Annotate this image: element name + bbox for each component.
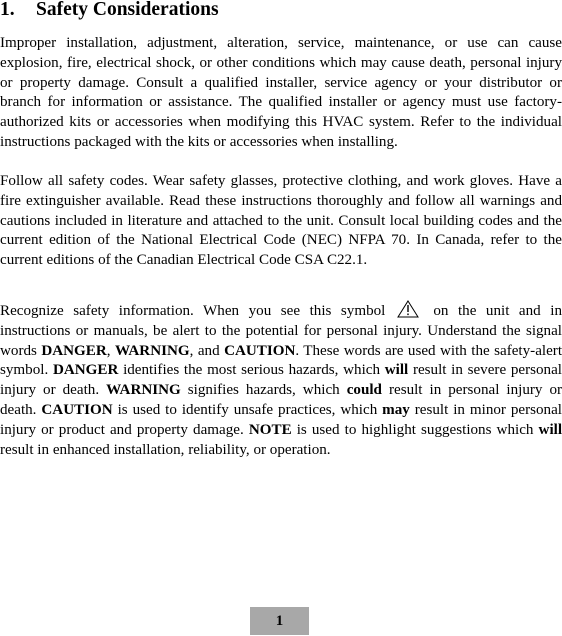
text-segment: is used to identify unsafe practices, which xyxy=(117,401,378,418)
text-segment: result in minor personal injury or product and property damage. xyxy=(0,401,562,438)
signal-word-note: NOTE xyxy=(248,421,292,438)
page-number-badge xyxy=(250,607,309,635)
text-segment: result in personal injury or death. xyxy=(0,382,562,418)
warning-triangle-icon xyxy=(397,300,419,318)
text-segment: Recognize safety information. When you see this symbol xyxy=(0,303,386,319)
text-segment: is used to highlight suggestions which xyxy=(296,421,534,438)
text-segment: , xyxy=(106,342,111,359)
text-segment: . These words are used with the safety-alert symbol. xyxy=(0,342,562,379)
signal-word-danger: DANGER xyxy=(52,362,119,379)
section-title: Safety Considerations xyxy=(36,0,219,20)
signal-word-caution: CAUTION xyxy=(224,342,296,359)
paragraph-signal-words xyxy=(0,300,562,460)
signal-word-warning: WARNING xyxy=(106,382,181,399)
text-segment: , and xyxy=(189,342,220,359)
emphasis-will: will xyxy=(384,362,409,379)
section-heading xyxy=(0,0,219,22)
text-segment: identifies the most serious hazards, which xyxy=(123,362,381,379)
signal-word-warning: WARNING xyxy=(114,342,190,359)
emphasis-could: could xyxy=(346,382,382,399)
text-segment: result in enhanced installation, reliability, or operation. xyxy=(0,441,331,458)
emphasis-will: will xyxy=(538,421,562,438)
paragraph-installation: Improper installation, adjustment, alteration, service, maintenance, or use can cause explosion, fire, electrical shock, or other conditions which may cause death, personal injury or property damage. Consult a qualified installer, service agency or your distributor or branch for information or assistance. The qualified installer or agency must use factory-authorized kits or accessories when modifying this HVAC system. Refer to the individual instructions packaged with the kits or accessories when installing. xyxy=(0,35,562,150)
signal-word-caution: CAUTION xyxy=(41,401,113,418)
text-segment: signifies hazards, which xyxy=(187,382,340,399)
emphasis-may: may xyxy=(382,401,410,418)
text-segment: result in severe personal injury or death. xyxy=(0,362,562,399)
page-number: 1 xyxy=(275,612,284,629)
paragraph-safety-codes: Follow all safety codes. Wear safety glasses, protective clothing, and work gloves. Have a fire extinguisher available. Read these instructions thoroughly and follow all warnings and cautions included in literature and attached to the unit. Consult local building codes and the current edition of the National Electrical Code (NEC) NFPA 70. In Canada, refer to the current editions of the Canadian Electrical Code CSA C22.1. xyxy=(0,173,562,269)
signal-word-danger: DANGER xyxy=(41,342,107,359)
text-segment: on the unit and in instructions or manuals, be alert to the potential for personal injury. Understand the signal words xyxy=(0,303,562,359)
section-number: 1. xyxy=(0,0,15,20)
